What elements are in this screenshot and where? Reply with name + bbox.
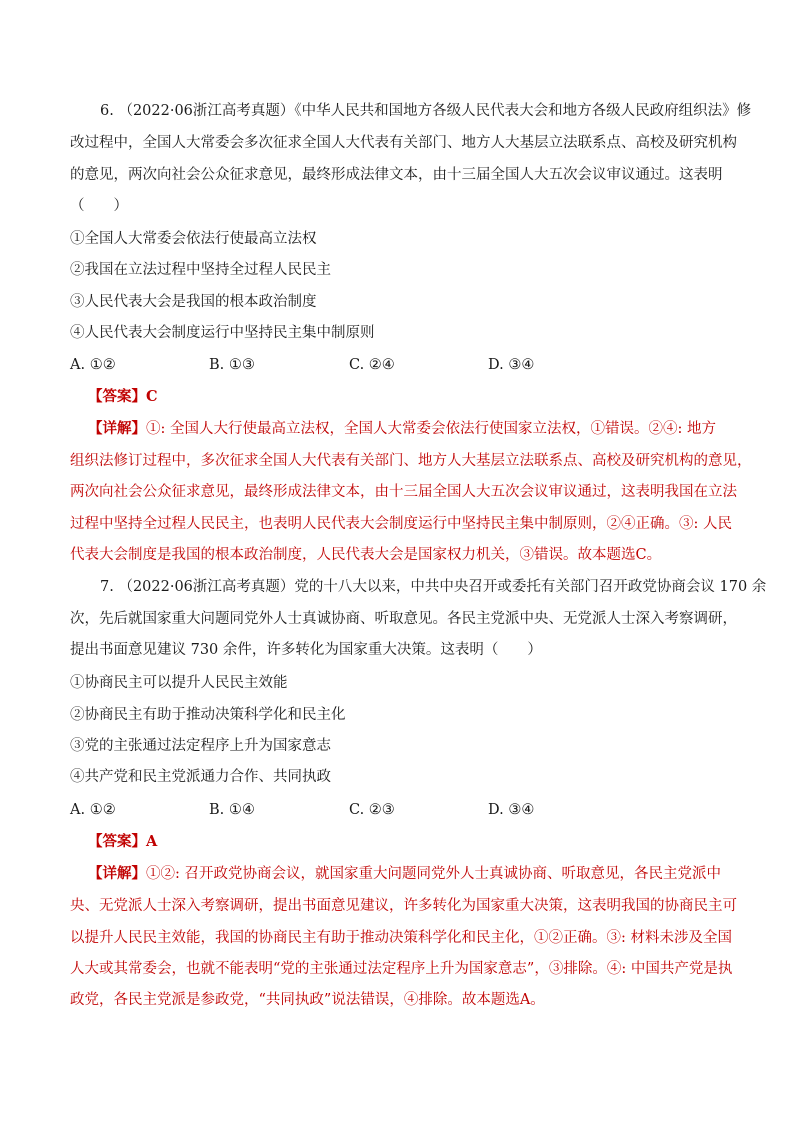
q6-statement-2: ②我国在立法过程中坚持全过程人民民主: [70, 262, 331, 278]
q6-option-c: C. ②④: [349, 357, 395, 373]
q7-statement-2: ②协商民主有助于推动决策科学化和民主化: [70, 707, 346, 723]
q6-statement-1: ①全国人大常委会依法行使最高立法权: [70, 231, 317, 247]
q6-explanation-line-1: [88, 419, 716, 439]
q6-statement-4: ④人民代表大会制度运行中坚持民主集中制原则: [70, 325, 375, 341]
q7-explanation-line-4: 人大或其常委会，也就不能表明“党的主张通过法定程序上升为国家意志”，③排除。④: 中国共产党是执: [70, 961, 733, 977]
q6-statement-3: ③人民代表大会是我国的根本政治制度: [70, 294, 317, 310]
q7-stem-line-3: 提出书面意见建议 730 余件，许多转化为国家重大决策。这表明（ ）: [70, 642, 542, 658]
q6-answer-label: 【答案】: [88, 388, 146, 405]
q7-stem-line-2: 次，先后就国家重大问题同党外人士真诚协商、听取意见。各民主党派中央、无党派人士深入考察调研，: [70, 611, 737, 627]
q7-explanation-line-5: 政党，各民主党派是参政党，“共同执政”说法错误，④排除。故本题选A。: [70, 992, 545, 1008]
q7-explanation-label: 【详解】: [88, 865, 146, 882]
q7-stem-line-1: 7. （2022·06浙江高考真题）党的十八大以来，中共中央召开或委托有关部门召开政党协商会议 170 余: [100, 579, 767, 595]
q6-answer-parenthesis: （ ）: [70, 198, 128, 214]
q7-answer-label: 【答案】: [88, 833, 146, 850]
q6-explanation-line-2: 组织法修订过程中，多次征求全国人大代表有关部门、地方人大基层立法联系点、高校及研究机构的意见，: [70, 453, 752, 469]
q7-explanation-line-1: [88, 864, 721, 884]
q6-option-b: B. ①③: [209, 357, 255, 373]
q7-statement-1: ①协商民主可以提升人民民主效能: [70, 675, 288, 691]
q6-stem-line-3: 的意见，两次向社会公众征求意见，最终形成法律文本，由十三届全国人大五次会议审议通过。这表明: [70, 167, 723, 183]
q7-statement-3: ③党的主张通过法定程序上升为国家意志: [70, 738, 331, 754]
q7-statement-4: ④共产党和民主党派通力合作、共同执政: [70, 769, 331, 785]
q6-explanation-line-3: 两次向社会公众征求意见，最终形成法律文本，由十三届全国人大五次会议审议通过，这表明我国在立法: [70, 484, 737, 500]
q6-answer-value: C: [146, 388, 158, 405]
q6-explanation-line-4: 过程中坚持全过程人民民主，也表明人民代表大会制度运行中坚持民主集中制原则，②④正确。③: 人民: [70, 516, 732, 532]
q7-option-c: C. ②③: [349, 802, 395, 818]
q7-explanation-text-1: ①②: 召开政党协商会议，就国家重大问题同党外人士真诚协商、听取意见，各民主党派中: [146, 866, 721, 882]
q7-answer-value: A: [146, 833, 158, 850]
q6-stem-line-2: 改过程中，全国人大常委会多次征求全国人大代表有关部门、地方人大基层立法联系点、高校及研究机构: [70, 135, 737, 151]
q7-option-b: B. ①④: [209, 802, 255, 818]
q6-explanation-text-1: ①: 全国人大行使最高立法权，全国人大常委会依法行使国家立法权，①错误。②④: 地方: [146, 421, 716, 437]
q6-option-d: D. ③④: [488, 357, 535, 373]
q7-answer: [88, 832, 157, 852]
q6-stem-line-1: 6. （2022·06浙江高考真题）《中华人民共和国地方各级人民代表大会和地方各级人民政府组织法》修: [100, 103, 752, 119]
q7-explanation-line-3: 以提升人民民主效能，我国的协商民主有助于推动决策科学化和民主化，①②正确。③: 材料未涉及全国: [70, 930, 732, 946]
q6-option-a: A. ①②: [70, 357, 116, 373]
q6-explanation-line-5: 代表大会制度是我国的根本政治制度，人民代表大会是国家权力机关，③错误。故本题选C。: [70, 547, 662, 563]
q6-explanation-label: 【详解】: [88, 420, 146, 437]
q7-explanation-line-2: 央、无党派人士深入考察调研，提出书面意见建议，许多转化为国家重大决策，这表明我国的协商民主可: [70, 898, 737, 914]
q7-option-a: A. ①②: [70, 802, 116, 818]
q6-answer: [88, 387, 158, 407]
q7-option-d: D. ③④: [488, 802, 535, 818]
